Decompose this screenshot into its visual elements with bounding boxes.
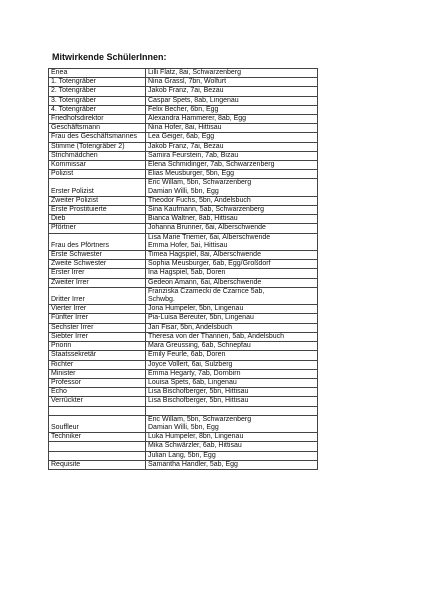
actor-cell bbox=[146, 124, 318, 133]
table-row bbox=[49, 133, 318, 142]
actor-name: Lisa Bischofberger, 5bn, Hittisau bbox=[148, 397, 249, 405]
actor-cell bbox=[146, 415, 318, 432]
table-row bbox=[49, 305, 318, 314]
table-row bbox=[49, 378, 318, 387]
role-cell: Dritter Irrer bbox=[49, 287, 146, 304]
role-cell: Verrückter bbox=[49, 397, 146, 406]
actor-name: Sophia Meusburger, 6ab, Egg/Großdorf bbox=[148, 260, 271, 268]
role-cell: Zweiter Irrer bbox=[49, 278, 146, 287]
table-row bbox=[49, 442, 318, 451]
role-cell: Frau des Geschäftsmannes bbox=[49, 133, 146, 142]
table-row bbox=[49, 342, 318, 351]
role-cell: Echo bbox=[49, 388, 146, 397]
actor-cell bbox=[146, 406, 318, 415]
actor-name: Louisa Spets, 6ab, Lingenau bbox=[148, 378, 237, 386]
table-row bbox=[49, 96, 318, 105]
table-row bbox=[49, 360, 318, 369]
role-cell: Siebter Irrer bbox=[49, 332, 146, 341]
role-cell: Erster Polizist bbox=[49, 179, 146, 196]
actor-cell bbox=[146, 332, 318, 341]
actor-cell bbox=[146, 278, 318, 287]
role-cell: Priorin bbox=[49, 342, 146, 351]
actor-cell bbox=[146, 397, 318, 406]
cast-table bbox=[48, 68, 318, 470]
actor-name: Damian Willi, 5bn, Egg bbox=[148, 423, 219, 431]
actor-name: Nina Grassl, 7bn, Wolfurt bbox=[148, 78, 227, 86]
actor-cell bbox=[146, 133, 318, 142]
role-cell: Kommissar bbox=[49, 161, 146, 170]
actor-name: Nina Hofer, 8ai, Hittisau bbox=[148, 124, 222, 132]
role-cell: Richter bbox=[49, 360, 146, 369]
actor-cell bbox=[146, 96, 318, 105]
role-cell: Vierter Irrer bbox=[49, 305, 146, 314]
table-row bbox=[49, 415, 318, 432]
table-row bbox=[49, 251, 318, 260]
actor-cell bbox=[146, 215, 318, 224]
actor-cell bbox=[146, 351, 318, 360]
actor-cell bbox=[146, 442, 318, 451]
role-cell: Pförtner bbox=[49, 224, 146, 233]
role-cell: Zweite Schwester bbox=[49, 260, 146, 269]
table-row bbox=[49, 170, 318, 179]
actor-name: Lisa Bischofberger, 5bn, Hittisau bbox=[148, 388, 249, 396]
role-cell: 1. Totengräber bbox=[49, 78, 146, 87]
actor-name: Theodor Fuchs, 5bn, Andelsbuch bbox=[148, 196, 251, 204]
table-row bbox=[49, 215, 318, 224]
role-cell: 3. Totengräber bbox=[49, 96, 146, 105]
actor-name: Samantha Handler, 5ab, Egg bbox=[148, 460, 238, 468]
actor-name: Gedeon Amann, 6ai, Alberschwende bbox=[148, 278, 262, 286]
actor-name: Emma Hegarty, 7ab, Dornbirn bbox=[148, 369, 241, 377]
actor-cell bbox=[146, 433, 318, 442]
actor-cell bbox=[146, 142, 318, 151]
actor-name: Mika Schwärzler, 6ab, Hittisau bbox=[148, 442, 242, 450]
actor-cell bbox=[146, 179, 318, 196]
actor-name: Joyce Vollert, 6ai, Sulzberg bbox=[148, 360, 233, 368]
actor-cell bbox=[146, 378, 318, 387]
table-row bbox=[49, 351, 318, 360]
actor-name: Eric Willam, 5bn, Schwarzenberg bbox=[148, 415, 252, 423]
role-cell bbox=[49, 451, 146, 460]
actor-cell bbox=[146, 196, 318, 205]
actor-cell bbox=[146, 78, 318, 87]
table-row bbox=[49, 115, 318, 124]
role-cell: Fünfter Irrer bbox=[49, 314, 146, 323]
actor-name: Ina Hagspiel, 5ab, Doren bbox=[148, 269, 226, 277]
actor-cell bbox=[146, 87, 318, 96]
actor-name: Mara Greussing, 6ab, Schnepfau bbox=[148, 342, 251, 350]
role-cell: Polizist bbox=[49, 170, 146, 179]
role-cell: Strichmädchen bbox=[49, 151, 146, 160]
actor-cell bbox=[146, 269, 318, 278]
table-row bbox=[49, 388, 318, 397]
table-row bbox=[49, 105, 318, 114]
actor-cell bbox=[146, 115, 318, 124]
role-cell: Enea bbox=[49, 69, 146, 78]
actor-name: Sina Kaufmann, 5ab, Schwarzenberg bbox=[148, 206, 264, 214]
page-title: Mitwirkende SchülerInnen: bbox=[52, 52, 167, 62]
table-row bbox=[49, 260, 318, 269]
table-row bbox=[49, 451, 318, 460]
role-cell: Techniker bbox=[49, 433, 146, 442]
actor-name: Jakob Franz, 7ai, Bezau bbox=[148, 142, 224, 150]
actor-cell bbox=[146, 314, 318, 323]
role-cell bbox=[49, 442, 146, 451]
table-row bbox=[49, 323, 318, 332]
actor-name: Felix Becher, 6bn, Egg bbox=[148, 105, 219, 113]
actor-name: Emily Feurle, 6ab, Doren bbox=[148, 351, 226, 359]
role-cell: Stimme (Totengräber 2) bbox=[49, 142, 146, 151]
actor-name: Eric Willam, 5bn, Schwarzenberg bbox=[148, 179, 252, 187]
table-row bbox=[49, 406, 318, 415]
actor-cell bbox=[146, 360, 318, 369]
table-row bbox=[49, 314, 318, 323]
actor-cell bbox=[146, 369, 318, 378]
actor-cell bbox=[146, 460, 318, 469]
actor-name: Jona Humpeler, 5bn, Lingenau bbox=[148, 305, 244, 313]
actor-name: Timea Hagspiel, 8ai, Alberschwende bbox=[148, 251, 261, 259]
actor-name bbox=[148, 407, 315, 415]
actor-name: Pia-Luisa Bereuter, 5bn, Lingenau bbox=[148, 314, 254, 322]
role-cell: Geschäftsmann bbox=[49, 124, 146, 133]
role-cell: Dieb bbox=[49, 215, 146, 224]
role-cell: 2. Totengräber bbox=[49, 87, 146, 96]
actor-cell bbox=[146, 206, 318, 215]
table-row bbox=[49, 269, 318, 278]
table-row bbox=[49, 460, 318, 469]
actor-cell bbox=[146, 105, 318, 114]
table-row bbox=[49, 161, 318, 170]
role-cell: Requisite bbox=[49, 460, 146, 469]
table-row bbox=[49, 87, 318, 96]
actor-name: Julian Lang, 5bn, Egg bbox=[148, 451, 216, 459]
role-cell: Erste Schwester bbox=[49, 251, 146, 260]
actor-cell bbox=[146, 287, 318, 304]
actor-name: Theresa von der Thannen, 5ab, Andelsbuch bbox=[148, 332, 285, 340]
actor-cell bbox=[146, 170, 318, 179]
table-row bbox=[49, 224, 318, 233]
actor-name: Lea Geiger, 6ab, Egg bbox=[148, 133, 215, 141]
role-cell: Frau des Pförtners bbox=[49, 233, 146, 250]
actor-cell bbox=[146, 342, 318, 351]
role-cell: Minister bbox=[49, 369, 146, 378]
actor-cell bbox=[146, 251, 318, 260]
role-cell: Friedhofsdirektor bbox=[49, 115, 146, 124]
actor-name: Schwbg. bbox=[148, 296, 175, 304]
actor-cell bbox=[146, 451, 318, 460]
actor-name: Caspar Spets, 8ab, Lingenau bbox=[148, 96, 239, 104]
table-row bbox=[49, 287, 318, 304]
cast-table-body bbox=[49, 69, 318, 470]
table-row bbox=[49, 332, 318, 341]
actor-name: Elias Meusburger, 5bn, Egg bbox=[148, 170, 234, 178]
actor-cell bbox=[146, 305, 318, 314]
table-row bbox=[49, 124, 318, 133]
actor-name: Elena Schmidinger, 7ab, Schwarzenberg bbox=[148, 161, 275, 169]
actor-name: Damian Willi, 5bn, Egg bbox=[148, 187, 219, 195]
actor-name: Jakob Franz, 7ai, Bezau bbox=[148, 87, 224, 95]
actor-cell bbox=[146, 224, 318, 233]
role-cell: Erster Irrer bbox=[49, 269, 146, 278]
role-cell: Souffleur bbox=[49, 415, 146, 432]
table-row bbox=[49, 278, 318, 287]
table-row bbox=[49, 151, 318, 160]
role-cell: Staatssekretär bbox=[49, 351, 146, 360]
actor-name: Bianca Waltner, 8ab, Hittisau bbox=[148, 215, 238, 223]
table-row bbox=[49, 69, 318, 78]
actor-cell bbox=[146, 260, 318, 269]
role-cell: Zweiter Polizist bbox=[49, 196, 146, 205]
table-row bbox=[49, 397, 318, 406]
table-row bbox=[49, 196, 318, 205]
actor-name: Jan Fisar, 5bn, Andelsbuch bbox=[148, 323, 233, 331]
actor-cell bbox=[146, 151, 318, 160]
actor-name: Johanna Brunner, 6ai, Alberschwende bbox=[148, 224, 266, 232]
table-row bbox=[49, 233, 318, 250]
actor-name: Samira Feurstein, 7ab, Bizau bbox=[148, 151, 239, 159]
actor-name: Emma Hofer, 5ai, Hittisau bbox=[148, 241, 228, 249]
actor-cell bbox=[146, 388, 318, 397]
table-row bbox=[49, 78, 318, 87]
actor-cell bbox=[146, 161, 318, 170]
actor-cell bbox=[146, 233, 318, 250]
actor-name: Luka Humpeler, 8bn, Lingenau bbox=[148, 433, 244, 441]
table-row bbox=[49, 206, 318, 215]
actor-name: Alexandra Hammerer, 8ab, Egg bbox=[148, 115, 247, 123]
table-row bbox=[49, 179, 318, 196]
actor-name: Lisa Marie Triemer, 6ai, Alberschwende bbox=[148, 233, 271, 241]
role-cell: 4. Totengräber bbox=[49, 105, 146, 114]
actor-cell bbox=[146, 323, 318, 332]
actor-cell bbox=[146, 69, 318, 78]
table-row bbox=[49, 369, 318, 378]
actor-name: Lilli Flatz, 8ai, Schwarzenberg bbox=[148, 69, 241, 76]
actor-name: Franziska Czamecki de Czarnce 5ab, bbox=[148, 287, 265, 295]
role-cell: Professor bbox=[49, 378, 146, 387]
role-cell: Sechster Irrer bbox=[49, 323, 146, 332]
table-row bbox=[49, 142, 318, 151]
role-cell bbox=[49, 406, 146, 415]
table-row bbox=[49, 433, 318, 442]
role-cell: Erste Prostituierte bbox=[49, 206, 146, 215]
